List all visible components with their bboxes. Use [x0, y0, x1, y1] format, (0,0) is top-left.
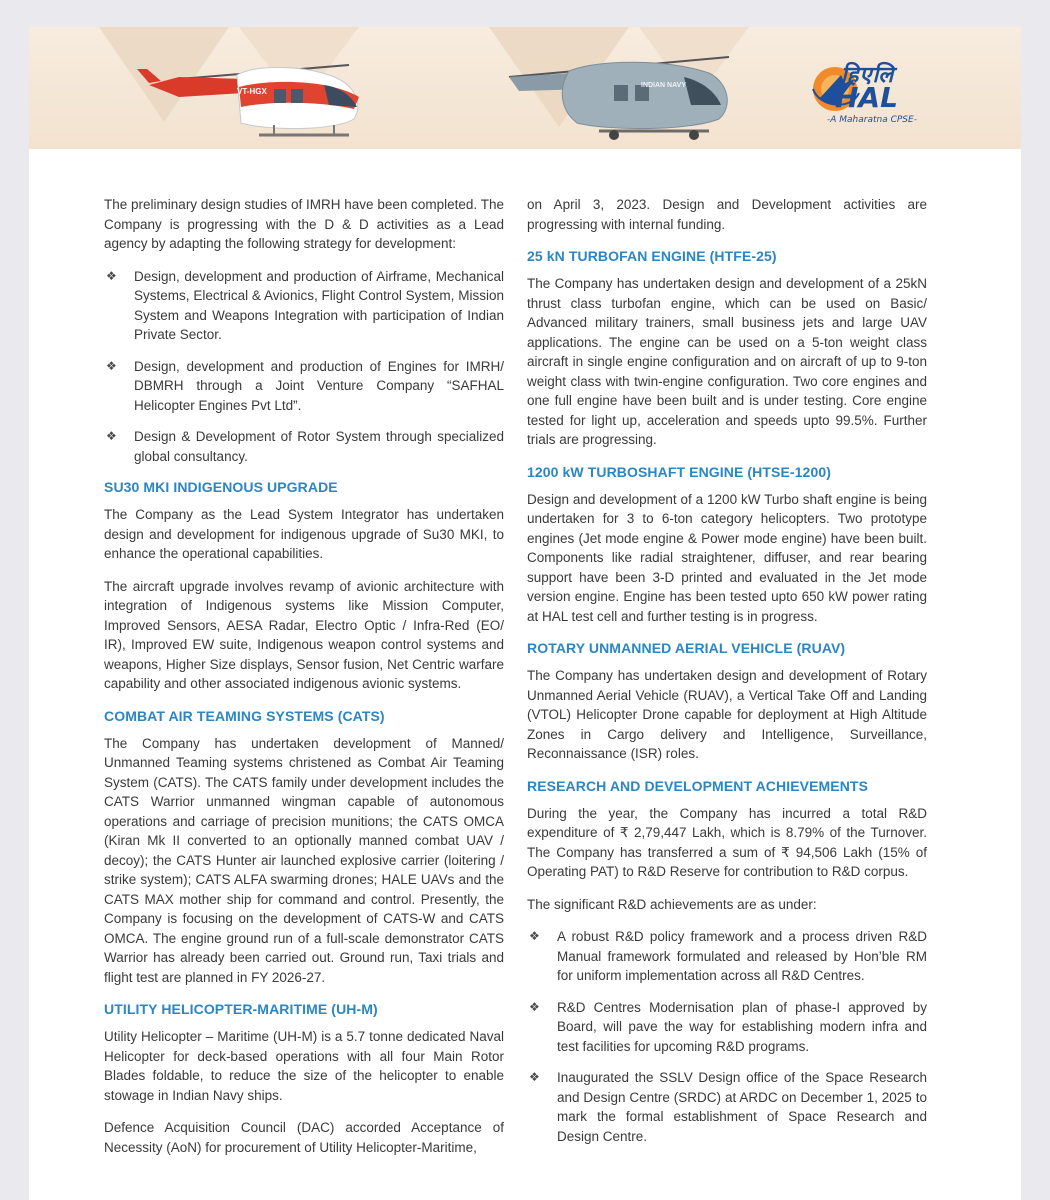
uhm-continuation: on April 3, 2023. Design and Development activities are progressing with internal funding.	[527, 197, 927, 232]
list-item-text: Design, development and production of Engines for IMRH/ DBMRH through a Joint Venture Company “SAFHAL Helicopter Engines Pvt Ltd”.	[134, 358, 504, 413]
diamond-bullet-icon: ❖	[529, 929, 540, 943]
list-item	[104, 427, 504, 466]
htse-paragraph: Design and development of a 1200 kW Turbo shaft engine is being undertaken for 3 to 6-ton category helicopters. Two prototype engines (Jet mode engine & Power mode engine) have been built. Components like radial straightener, diffuser, and rear bearing support have been 3-D printed and evaluated in the Jet mode version engine. Engine has been tested upto 650 kW power rating at HAL test cell and further testing is in progress.	[527, 491, 927, 624]
hal-wordmark: HAL	[835, 81, 898, 114]
left-column	[104, 195, 504, 1170]
ruav-paragraph: The Company has undertaken design and development of Rotary Unmanned Aerial Vehicle (RUAV), a Vertical Take Off and Landing (VTOL) Helicopter Drone capable for deployment at High Altitude Zones in Cargo delivery and Intelligence, Surveillance, Reconnaissance (ISR) roles.	[527, 668, 927, 761]
document-page	[29, 27, 1021, 1200]
header-banner	[29, 27, 1021, 149]
htfe-paragraph: The Company has undertaken design and development of a 25kN thrust class turbofan engine, which can be used on Basic/ Advanced military trainers, small business jets and large UAV applications. The engine can be used on a 5-ton weight class aircraft in single engine configuration and on aircraft of up to 9-ton weight class with twin-engine configuration. Two core engines and one full engine have been built and is under testing. Core engine tested for light up, acceleration and speeds upto 99.5%. Further trials are progressing.	[527, 276, 927, 447]
registration-mark: VT-HGX	[237, 87, 267, 96]
rnd-heading: RESEARCH AND DEVELOPMENT ACHIEVEMENTS	[527, 777, 869, 794]
htfe-heading: 25 kN TURBOFAN ENGINE (HTFE-25)	[527, 248, 777, 264]
imrh-strategy-list	[104, 267, 504, 467]
list-item	[104, 357, 504, 416]
rnd-paragraph-2: The significant R&D achievements are as under:	[527, 896, 817, 912]
list-item	[527, 1068, 927, 1146]
diamond-bullet-icon: ❖	[529, 1070, 540, 1084]
uhm-heading: UTILITY HELICOPTER-MARITIME (UH-M)	[104, 1001, 378, 1017]
cats-paragraph: The Company has undertaken development of Manned/ Unmanned Teaming systems christened as Combat Air Teaming System (CATS). The CATS family under development includes the CATS Warrior unmanned wingman capable of autonomous operations and carriage of precision munitions; the CATS OMCA (Kiran Mk II converted to an optionally manned combat UAV / decoy); the CATS Hunter air launched explosive carrier (loitering / strike system); CATS ALFA swarming drones; HALE UAVs and the CATS MAX mother ship for command and control. Presently, the Company is focusing on the development of CATS-W and CATS OMCA. The engine ground run of a full-scale demonstrator CATS Warrior has already been carried out. Ground run, Taxi trials and flight test are planned in FY 2026-27.	[104, 735, 504, 985]
right-column	[527, 195, 927, 1158]
list-item-text: A robust R&D policy framework and a process driven R&D Manual framework formulated and released by Hon’ble RM for uniform implementation across all R&D Centres.	[557, 929, 927, 983]
uhm-paragraph-1: Utility Helicopter – Maritime (UH-M) is a 5.7 tonne dedicated Naval Helicopter for deck-based operations with all four Main Rotor Blades foldable, to reduce the size of the helicopter to enable stowage in Indian Navy ships.	[104, 1029, 504, 1103]
list-item	[104, 267, 504, 345]
diamond-bullet-icon: ❖	[106, 268, 117, 283]
rnd-achievements-list	[527, 927, 927, 1146]
imrh-intro: The preliminary design studies of IMRH have been completed. The Company is progressing with the D & D activities as a Lead agency by adapting the following strategy for development:	[104, 197, 504, 251]
rnd-paragraph-1: During the year, the Company has incurred a total R&D expenditure of ₹ 2,79,447 Lakh, which is 8.79% of the Turnover. The Company has transferred a sum of ₹ 94,506 Lakh (15% of Operating PAT) to R&D Reserve for contribution to R&D corpus.	[527, 805, 927, 879]
list-item	[527, 998, 927, 1057]
uhm-paragraph-2: Defence Acquisition Council (DAC) accorded Acceptance of Necessity (AoN) for procurement of Utility Helicopter-Maritime,	[104, 1120, 504, 1155]
list-item-text: Design & Development of Rotor System through specialized global consultancy.	[134, 429, 504, 464]
cats-heading: COMBAT AIR TEAMING SYSTEMS (CATS)	[104, 707, 385, 724]
diamond-bullet-icon: ❖	[106, 429, 117, 443]
list-item-text: Inaugurated the SSLV Design office of the Space Research and Design Centre (SRDC) at ARDC on December 1, 2025 to mark the formal establishment of Space Research and Design Centre.	[557, 1070, 927, 1144]
diamond-bullet-icon: ❖	[529, 999, 540, 1014]
list-item-text: R&D Centres Modernisation plan of phase-I approved by Board, will pave the way for establishing modern infra and test facilities for upcoming R&D programs.	[557, 999, 927, 1054]
su30-paragraph-2: The aircraft upgrade involves revamp of avionic architecture with integration of Indigenous systems like Mission Computer, Improved Sensors, AESA Radar, Electro Optic / Infra-Red (EO/ IR), Improved EW suite, Indigenous weapon control systems and weapons, Higher Size displays, Sensor fusion, Net Centric warfare capability and other associated indigenous avionic systems.	[104, 578, 504, 691]
ruav-heading: ROTARY UNMANNED AERIAL VEHICLE (RUAV)	[527, 640, 846, 656]
list-item-text: Design, development and production of Airframe, Mechanical Systems, Electrical & Avionics, Flight Control System, Mission System and Weapons Integration with participation of Indian Private Sector.	[134, 268, 504, 342]
hal-hindi-wordmark: हिएलि	[841, 63, 895, 88]
su30-heading: SU30 MKI INDIGENOUS UPGRADE	[104, 479, 338, 495]
hal-tagline: -A Maharatna CPSE-	[827, 115, 917, 125]
hal-logo	[789, 59, 969, 129]
su30-paragraph-1: The Company as the Lead System Integrator has undertaken design and development for indigenous upgrade of Su30 MKI, to enhance the operational capabilities.	[104, 507, 504, 561]
htse-heading: 1200 kW TURBOSHAFT ENGINE (HTSE-1200)	[527, 463, 831, 480]
service-marking: INDIAN NAVY	[641, 82, 686, 89]
diamond-bullet-icon: ❖	[106, 358, 117, 373]
list-item	[527, 927, 927, 986]
